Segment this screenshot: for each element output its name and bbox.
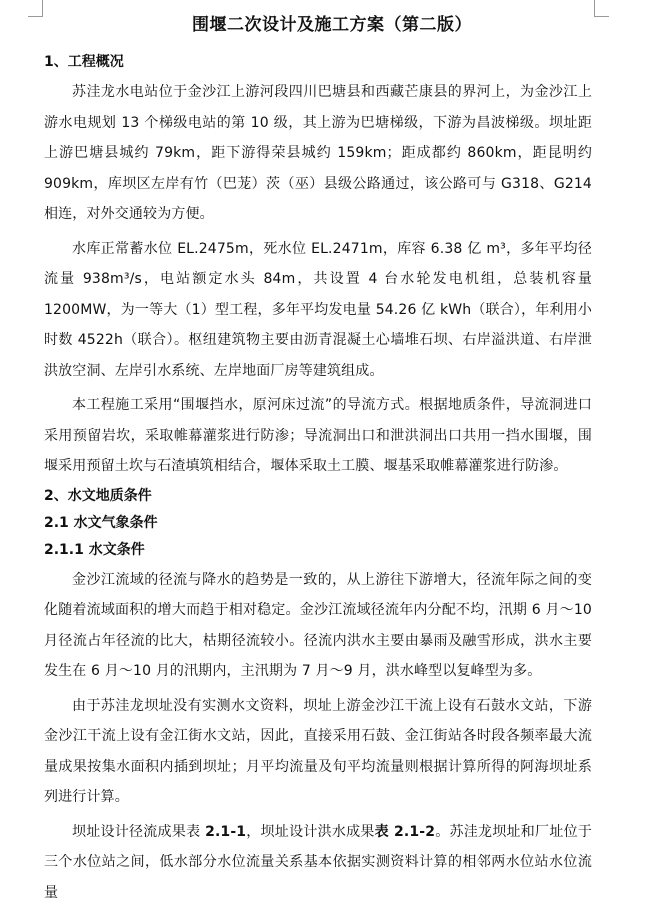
- paragraph-hydrology-runoff: 金沙江流域的径流与降水的趋势是一致的，从上游往下游增大，径流年际之间的变化随着流域面积的增大而趋于相对稳定。金沙江流域径流年内分配不均，汛期 6 月～10 月径流占年径流的比大，枯期径流较小。径流内洪水主要由暴雨及融雪形成，洪水主要发生在 6 月～10 月的汛期内，主汛期为 7 月～9 月，洪水峰型以复峰型为多。: [44, 565, 592, 687]
- section-heading-1: 1、工程概况: [44, 50, 592, 75]
- paragraph-hydrology-stations: 由于苏洼龙坝址没有实测水文资料，坝址上游金沙江干流上设有石鼓水文站，下游金沙江干流上设有金江街水文站，因此，直接采用石鼓、金江街站各时段各频率最大流量成果按集水面积内插到坝址；月平均流量及旬平均流量则根据计算所得的阿海坝址系列进行计算。: [44, 691, 592, 813]
- paragraph-text: ，坝址设计洪水成果: [246, 824, 374, 840]
- paragraph-overview-reservoir: 水库正常蓄水位 EL.2475m，死水位 EL.2471m，库容 6.38 亿 m³，多年平均径流量 938m³/s，电站额定水头 84m，共设置 4 台水轮发电机组，总装机容量 1200MW，为一等大（1）型工程，多年平均发电量 54.26 亿 kWh（联合），年利用小时数 4522h（联合）。枢纽建筑物主要由沥青混凝土心墙堆石坝、右岸溢洪道、右岸泄洪放空洞、左岸引水系统、左岸地面厂房等建筑组成。: [44, 234, 592, 387]
- paragraph-design-results: [44, 817, 592, 908]
- paragraph-text: 坝址设计径流成果表: [72, 824, 205, 840]
- table-reference-2-1-1: 2.1-1: [205, 824, 246, 840]
- document-title: 围堰二次设计及施工方案（第二版）: [0, 10, 664, 35]
- paragraph-text: 。苏洼龙坝址和厂址位于三个水位站之间，低水部分水位流量关系基本依据实测资料计算的相邻两水位站水位流量: [44, 824, 592, 901]
- section-heading-2-1: 2.1 水文气象条件: [44, 511, 592, 536]
- section-heading-2: 2、水文地质条件: [44, 484, 592, 509]
- paragraph-overview-diversion: 本工程施工采用“围堰挡水，原河床过流”的导流方式。根据地质条件，导流洞进口采用预留岩坎，采取帷幕灌浆进行防渗；导流洞出口和泄洪洞出口共用一挡水围堰，围堰采用预留土坎与石渣填筑相结合，堰体采取土工膜、堰基采取帷幕灌浆进行防渗。: [44, 390, 592, 482]
- paragraph-overview-location: 苏洼龙水电站位于金沙江上游河段四川巴塘县和西藏芒康县的界河上，为金沙江上游水电规划 13 个梯级电站的第 10 级，其上游为巴塘梯级，下游为昌波梯级。坝址距上游巴塘县城约 79km，距下游得荣县城约 159km；距成都约 860km，距昆明约 909km，库坝区左岸有竹（巴茏）茨（巫）县级公路通过，该公路可与 G318、G214 相连，对外交通较为方便。: [44, 77, 592, 230]
- section-heading-2-1-1: 2.1.1 水文条件: [44, 538, 592, 563]
- table-reference-2-1-2: 表 2.1-2: [375, 824, 436, 840]
- document-body: [44, 50, 592, 908]
